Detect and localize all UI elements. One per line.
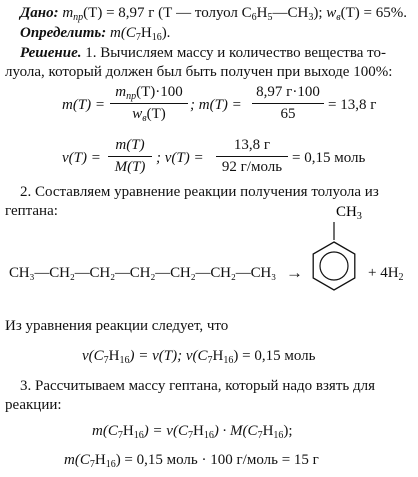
aromatic-circle [320, 252, 348, 280]
formula1-lhs: m(T) = [62, 97, 106, 113]
formula2-fraction-1: m(T) M(T) [108, 137, 152, 177]
toluene-structure [298, 200, 368, 310]
solution-line-2: луола, который должен был быть получен при выходе 100%: [5, 64, 393, 80]
formula2-sep: ; ν(T) = [156, 150, 204, 166]
hydrogen-product: + $4H_2$ [368, 265, 404, 283]
mole-equation: $\nu(C_7H_{16}) = \nu(T)$; $\nu(C_7H_{16}) = 0,15$ моль [82, 348, 316, 366]
formula1-fraction-2: 8,97 г·100 65 [252, 84, 324, 124]
find-label: Определить: [20, 25, 107, 41]
given-line: Дано: $m_{пр}(Т) = 8,97$ г (Т — толуол $C_6H_5—CH_3$); $w_в(Т) = 65\%$. [20, 5, 407, 23]
solution-label: Решение. [20, 45, 82, 61]
formula2-lhs: ν(T) = [62, 150, 101, 166]
step3-line-1: 3. Рассчитываем массу гептана, который надо взять для [20, 378, 375, 394]
find-line: Определить: $m(C_7H_{16})$. [20, 25, 171, 43]
reaction-arrow: → [286, 263, 303, 282]
given-label: Дано: [20, 5, 59, 21]
mass-equation-2: $m(C_7H_{16}) = 0,15$ моль · 100 г/моль = 15 г [64, 452, 319, 470]
formula2-fraction-2: 13,8 г 92 г/моль [216, 137, 288, 177]
mass-equation-1: $m(C_7H_{16}) = \nu(C_7H_{16}) \cdot M(C_7H_{16})$; [92, 423, 293, 441]
formula1-sep: ; m(T) = [190, 97, 242, 113]
formula1-result: = 13,8 г [328, 97, 377, 113]
formula2-result: = 0,15 моль [292, 150, 366, 166]
step2-line-2: гептана: [5, 203, 58, 219]
follows-text: Из уравнения реакции следует, что [5, 318, 229, 334]
solution-line-1: Решение. 1. Вычисляем массу и количество вещества то- [20, 45, 387, 61]
methyl-label: $CH_3$ [336, 204, 362, 222]
formula1-fraction-1: $m_{пр}(T)\cdot 100$ $w_в(T)$ [110, 84, 188, 124]
step3-line-2: реакции: [5, 397, 62, 413]
step2-line-1: 2. Составляем уравнение реакции получения толуола из [20, 184, 379, 200]
heptane-formula: CH₃—CH₂—CH₂—CH₂—CH₂—CH₂—CH₃ [9, 265, 277, 281]
